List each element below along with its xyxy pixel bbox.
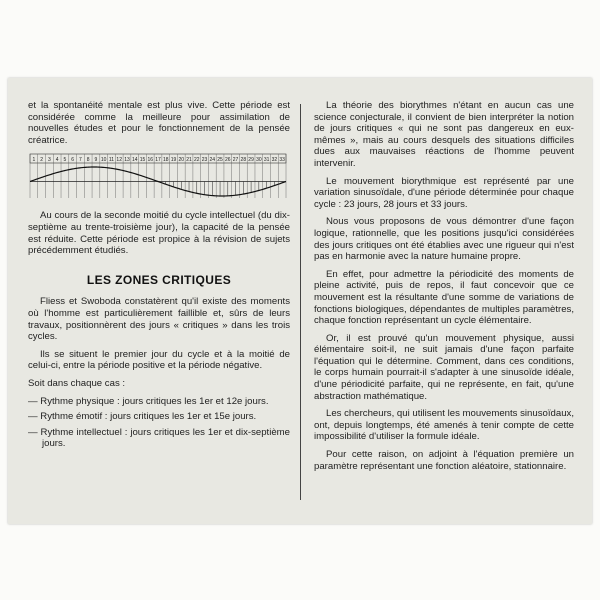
tick-label: 10 [100,157,107,164]
tick-label: 15 [139,157,146,164]
tick-label: 23 [201,157,208,164]
paragraph: En effet, pour admettre la périodicité des moments de pleine activité, puis de repos, il faut concevoir que ce mouvement est la résultante d'une somme de variations de fonctions biologiques, dépendantes de multiples paramètres, chaque fonction représentant un cycle élémentaire. [314,268,574,327]
tick-label: 25 [217,157,223,164]
case-item: — Rythme émotif : jours critiques les 1er et 15e jours. [28,411,257,423]
chart-svg [28,152,290,202]
column-divider [300,104,301,500]
left-column [28,100,290,454]
tick-label: 28 [240,157,247,164]
tick-label: 17 [155,157,161,164]
tick-label: 11 [108,157,115,164]
tick-label: 1 [32,157,36,164]
tick-label: 13 [124,157,130,164]
tick-label: 9 [94,157,98,164]
cases-list [28,396,290,450]
tick-label: 18 [162,157,169,164]
tick-label: 27 [232,157,239,164]
tick-label: 7 [79,157,82,164]
document-page [8,78,592,524]
paragraph: Au cours de la seconde moitié du cycle intellectuel (du dix-septième au trente-troisième jour), la capacité de la pensée est réduite. Cette période est propice à la révision de sujets précédemment étudiés. [28,210,290,257]
tick-label: 3 [48,157,51,164]
tick-label: 14 [131,157,138,164]
tick-label: 22 [194,157,200,164]
cases-intro: Soit dans chaque cas : [28,377,126,389]
paragraph: Le mouvement biorythmique est représenté par une variation sinusoïdale, d'une période déterminée pour chaque cycle : 23 jours, 28 jours et 33 jours. [314,175,574,210]
tick-label: 2 [40,157,44,164]
tick-label: 20 [178,157,185,164]
tick-label: 33 [279,157,285,164]
tick-label: 4 [55,157,59,164]
tick-label: 29 [248,157,254,164]
paragraph: et la spontanéité mentale est plus vive. Cette période est considérée comme la meilleure pour assimilation de nouvelles études et pour le fonctionnement de la pensée créatrice. [28,100,290,146]
biorhythm-chart [28,152,290,202]
tick-label: 31 [263,157,270,164]
tick-label: 32 [271,157,278,164]
tick-label: 19 [170,157,177,164]
paragraph: Les chercheurs, qui utilisent les mouvements sinusoïdaux, ont, depuis longtemps, été amenés à tenir compte de cette impossibilité d'utiliser la formule idéale. [314,408,574,443]
paragraph: Pour cette raison, on adjoint à l'équation première un paramètre représentant une fonction aléatoire, stationnaire. [314,449,574,472]
case-item: — Rythme intellectuel : jours critiques les 1er et dix-septième jours. [28,426,290,450]
right-column [314,100,574,478]
case-item: — Rythme physique : jours critiques les 1er et 12e jours. [28,395,269,407]
paragraph: La théorie des biorythmes n'étant en aucun cas une science conjecturale, il convient de bien interpréter la notion de jours critiques « qui ne sont pas dangereux en eux-mêmes », mais au cours desquels des situations difficiles dues aux mauvaises réactions de l'homme peuvent intervenir. [314,100,574,169]
tick-label: 24 [209,157,216,164]
tick-label: 30 [256,157,262,164]
section-title: LES ZONES CRITIQUES [86,272,232,287]
tick-label: 6 [71,157,75,164]
paragraph: Ils se situent le premier jour du cycle et à la moitié de celui-ci, entre la période positive et la période négative. [28,348,290,372]
tick-label: 26 [225,157,231,164]
paragraph: Nous vous proposons de vous démontrer d'une façon logique, rationnelle, que les positions jusqu'ici considérées des jours critiques ont été établies avec une rigueur qui n'est pas en harmonie avec la nature humaine propre. [314,216,574,263]
tick-label: 8 [86,157,90,164]
tick-label: 12 [116,157,122,164]
tick-label: 5 [63,157,67,164]
paragraph: Or, il est prouvé qu'un mouvement physique, aussi élémentaire soit-il, ne suit jamais d'une façon parfaite l'équation qui le détermine. Comment, dans ces conditions, le corps humain pourrait-il s'adapter à une sinusoïde idéale, d'une périodicité parfaite, qui ne représente, en fait, qu'une abstraction mathématique. [314,332,574,402]
paragraph: Fliess et Swoboda constatèrent qu'il existe des moments où l'homme est particulièrement faillible et, sûrs de leurs travaux, positionnèrent des jours « critiques » dans les trois cycles. [28,296,290,343]
tick-label: 16 [147,157,154,164]
tick-label: 21 [186,157,192,164]
